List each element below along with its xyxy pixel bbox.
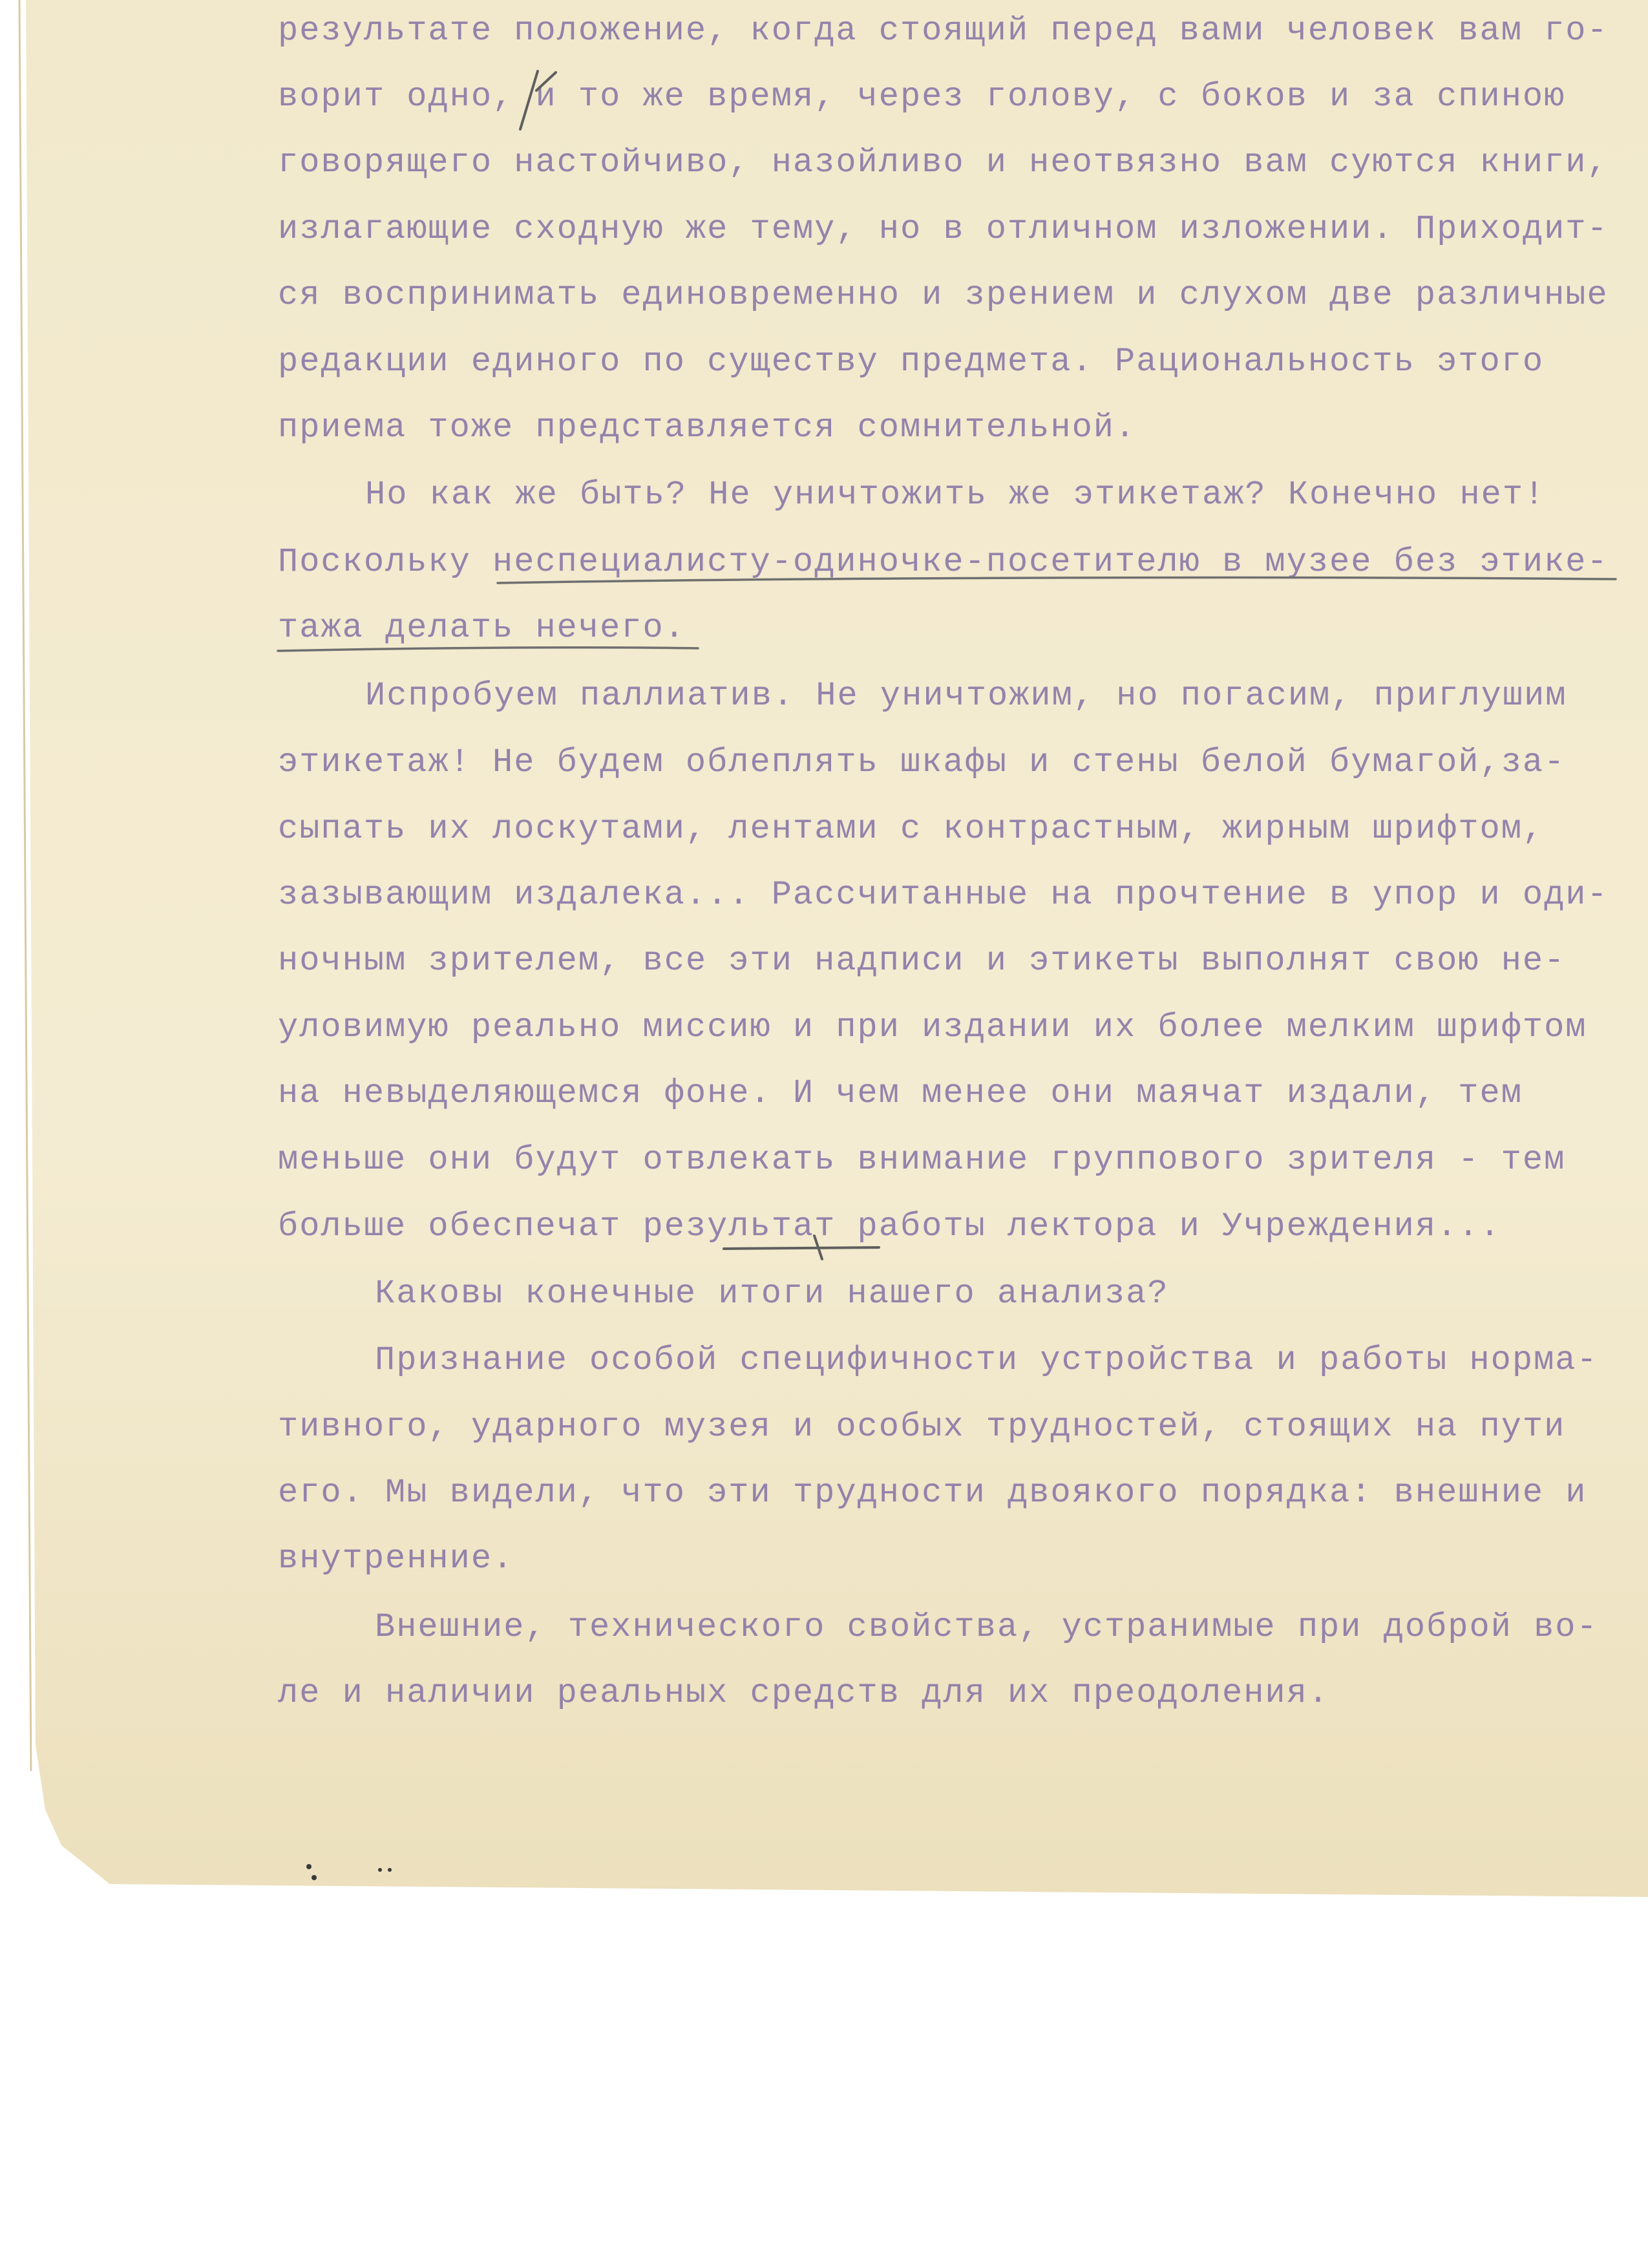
text-line: Признание особой специфичности устройства и работы норма-: [375, 1341, 1598, 1379]
text-line: редакции единого по существу предмета. Рациональность этого: [278, 343, 1545, 381]
text-line: этикетаж! Не будем облеплять шкафы и стены белой бумагой,за-: [278, 743, 1566, 781]
text-line: ле и наличии реальных средств для их преодоления.: [278, 1674, 1330, 1712]
text-line: излагающие сходную же тему, но в отличном изложении. Приходит-: [278, 210, 1609, 248]
text-line: Но как же быть? Не уничтожить же этикетаж? Конечно нет!: [365, 476, 1546, 514]
text-line: на невыделяющемся фоне. И чем менее они маячат издали, тем: [278, 1074, 1523, 1112]
text-line: уловимую реально миссию и при издании их более мелким шрифтом: [278, 1008, 1587, 1046]
text-line: тивного, ударного музея и особых трудностей, стоящих на пути: [278, 1408, 1566, 1446]
text-line: приема тоже представляется сомнительной.: [278, 408, 1137, 447]
text-line: Испробуем паллиатив. Не уничтожим, но погасим, приглушим: [365, 677, 1567, 715]
text-line: тажа делать нечего.: [278, 609, 686, 647]
text-line: меньше они будут отвлекать внимание группового зрителя - тем: [278, 1141, 1566, 1179]
text-line: его. Мы видели, что эти трудности двоякого порядка: внешние и: [278, 1474, 1587, 1512]
text-line: Каковы конечные итоги нашего анализа?: [375, 1275, 1169, 1313]
text-line: сыпать их лоскутами, лентами с контрастным, жирным шрифтом,: [278, 810, 1545, 848]
text-line: ворит одно, и то же время, через голову, с боков и за спиною: [278, 78, 1566, 116]
text-line: больше обеспечат результат работы лектора и Учреждения...: [278, 1207, 1501, 1245]
text-line: зазывающим издалека... Рассчитанные на прочтение в упор и оди-: [278, 876, 1609, 914]
text-line: говорящего настойчиво, назойливо и неотвязно вам суются книги,: [278, 143, 1609, 182]
text-line: внутренние.: [278, 1540, 514, 1578]
text-line: результате положение, когда стоящий перед вами человек вам го-: [278, 12, 1609, 50]
text-line: ся воспринимать единовременно и зрением и слухом две различные: [278, 276, 1609, 314]
text-line: ночным зрителем, все эти надписи и этикеты выполнят свою не-: [278, 942, 1566, 980]
text-line: Внешние, технического свойства, устранимые при доброй во-: [375, 1608, 1598, 1646]
text-line: Поскольку неспециалисту-одиночке-посетителю в музее без этике-: [278, 543, 1609, 581]
